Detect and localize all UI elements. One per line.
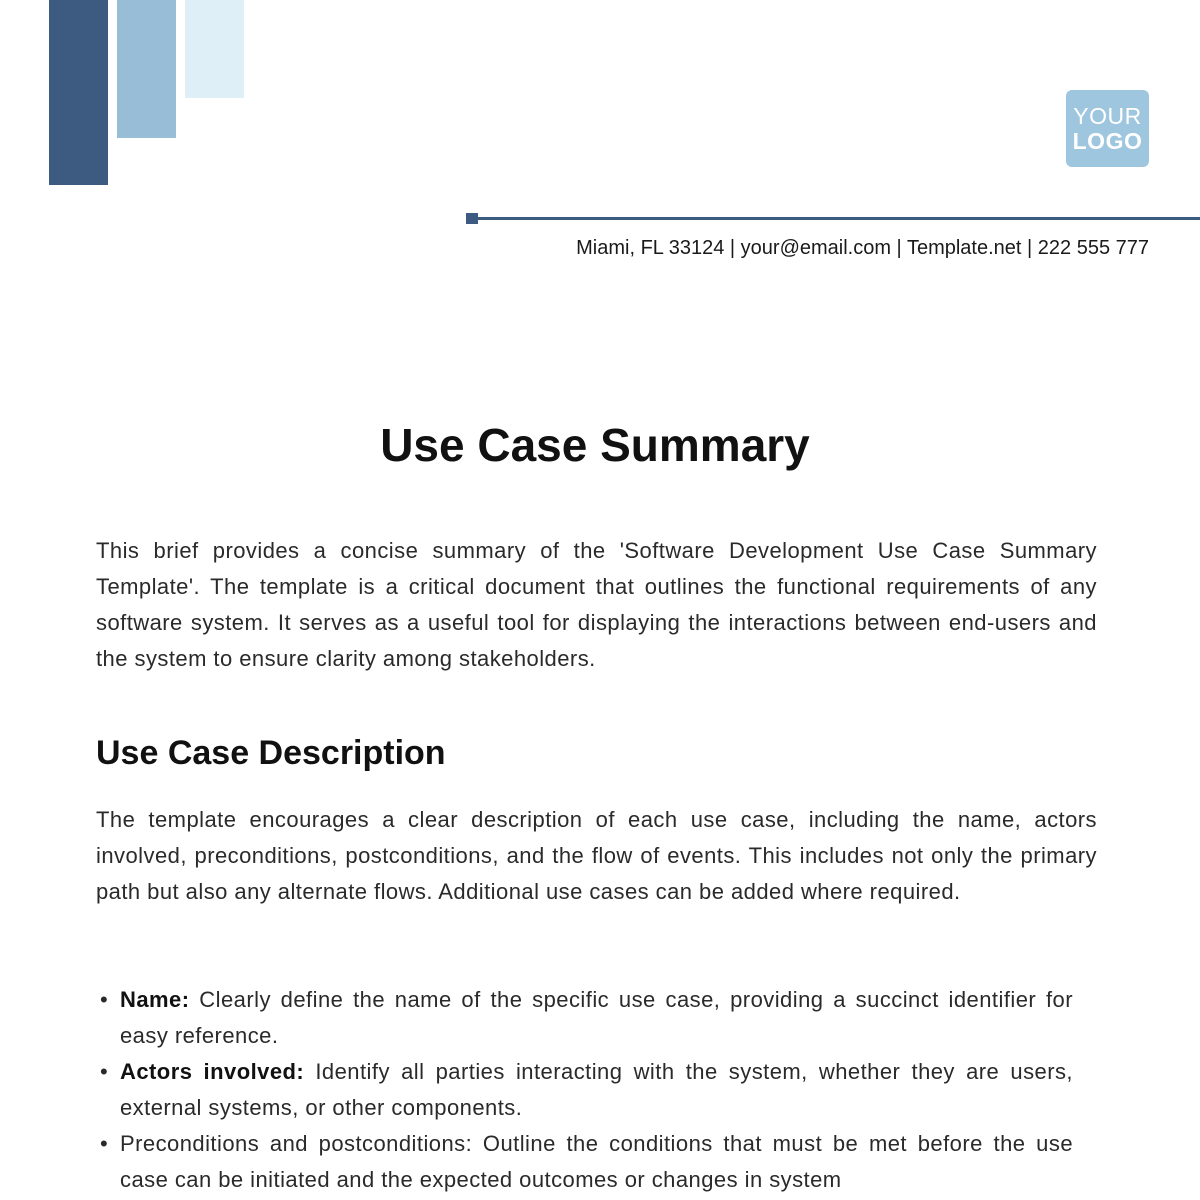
- contact-info: Miami, FL 33124 | your@email.com | Template.net | 222 555 777: [576, 237, 1149, 259]
- logo-text-bottom: LOGO: [1072, 127, 1143, 154]
- decorative-bar-light: [185, 0, 244, 98]
- bullet-text: Identify all parties interacting with the system, whether they are users, external systems, or other components.: [120, 1059, 1073, 1120]
- logo-text-top: YOUR: [1073, 103, 1142, 130]
- section-heading: Use Case Description: [96, 734, 446, 772]
- bullet-term: Name:: [120, 987, 190, 1012]
- section-paragraph: The template encourages a clear description of each use case, including the name, actors involved, preconditions, postconditions, and the flow of events. This includes not only the primary path but also any alternate flows. Additional use cases can be added where required.: [96, 807, 1097, 904]
- bullet-text: Clearly define the name of the specific use case, providing a succinct identifier for easy reference.: [120, 987, 1073, 1048]
- company-logo: [1066, 90, 1149, 167]
- bullet-text: Preconditions and postconditions: Outline the conditions that must be met before the use case can be initiated and the expected outcomes or changes in system: [120, 1131, 1073, 1192]
- page-title: Use Case Summary: [380, 419, 810, 471]
- list-item: [96, 1126, 1073, 1198]
- bullet-icon: •: [100, 1131, 109, 1156]
- header-rule: [470, 217, 1200, 220]
- bullet-icon: •: [100, 1059, 109, 1084]
- decorative-bar-mid: [117, 0, 176, 138]
- list-item: [96, 1054, 1073, 1126]
- bullet-term: Actors involved:: [120, 1059, 305, 1084]
- intro-paragraph: This brief provides a concise summary of the 'Software Development Use Case Summary Template'. The template is a critical document that outlines the functional requirements of any software system. It serves as a useful tool for displaying the interactions between end-users and the system to ensure clarity among stakeholders.: [96, 538, 1097, 671]
- bullet-icon: •: [100, 987, 109, 1012]
- list-item: [96, 982, 1073, 1054]
- bullet-list: [96, 982, 1073, 1198]
- decorative-bar-dark: [49, 0, 108, 185]
